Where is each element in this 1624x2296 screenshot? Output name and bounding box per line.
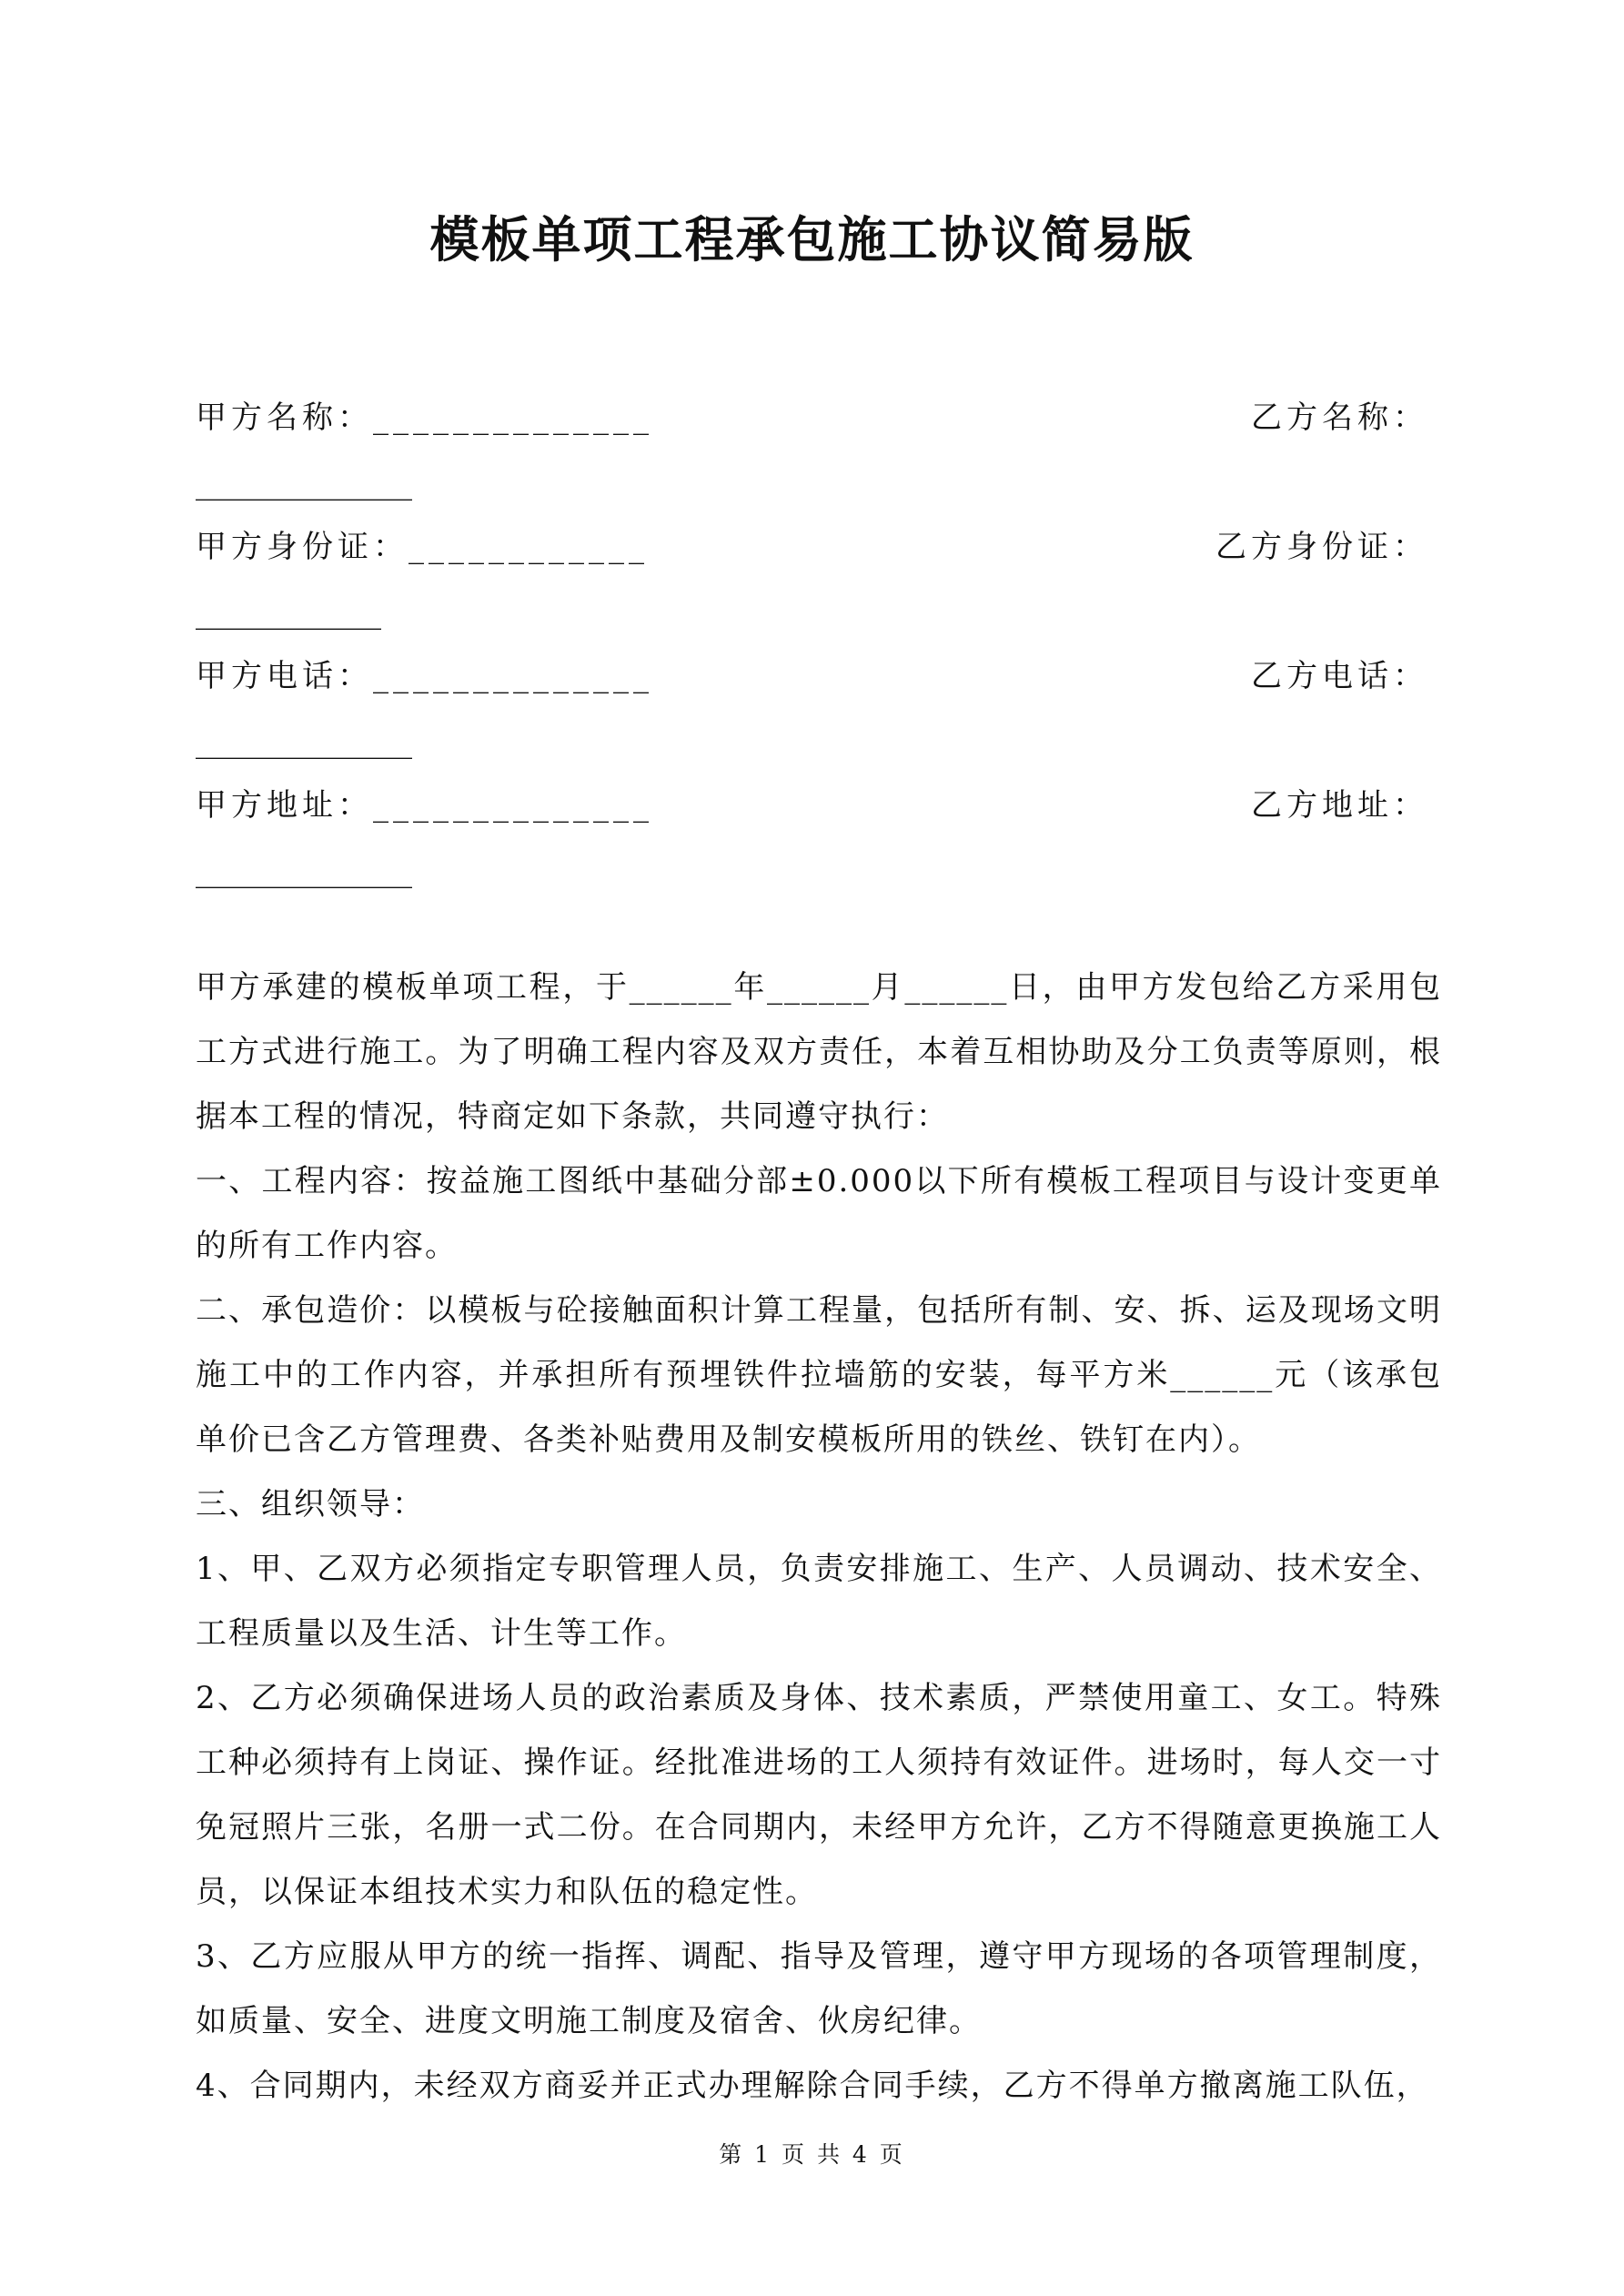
clause-1-scope: 一、工程内容：按益施工图纸中基础分部±0.000以下所有模板工程项目与设计变更单的所有工作内容。 (196, 1163, 1442, 1264)
intro-paragraph: 甲方承建的模板单项工程，于______年______月______日，由甲方发包给乙方采用包工方式进行施工。为了明确工程内容及双方责任，本着互相协助及分工负责等原则，根据本工程的情况，特商定如下条款，共同遵守执行： (196, 969, 1442, 1135)
party-a-address-label: 甲方地址：______________ (196, 787, 653, 824)
party-b-id-label: 乙方身份证： (1215, 529, 1428, 565)
party-a-name-label: 甲方名称：______________ (196, 400, 653, 436)
clause-3-heading: 三、组织领导： (196, 1486, 425, 1522)
party-a-phone-label: 甲方电话：______________ (196, 658, 653, 694)
party-row-address (196, 778, 1428, 833)
document-title: 模板单项工程承包施工协议简易版 (429, 210, 1195, 268)
clause-3-item-3: 3、乙方应服从甲方的统一指挥、调配、指导及管理，遵守甲方现场的各项管理制度，如质量、安全、进度文明施工制度及宿舍、伙房纪律。 (196, 1938, 1442, 2039)
party-row-id (196, 520, 1428, 574)
party-b-phone-label: 乙方电话： (1251, 658, 1428, 694)
contract-body (196, 956, 1442, 2119)
party-b-address-blank: ______________ (196, 853, 412, 889)
clause-2-price: 二、承包造价：以模板与砼接触面积计算工程量，包括所有制、安、拆、运及现场文明施工中的工作内容，并承担所有预埋铁件拉墙筋的安装，每平方米______元（该承包单价已含乙方管理费、各类补贴费用及制安模板所用的铁丝、铁钉在内）。 (196, 1292, 1442, 1458)
clause-3-item-1: 1、甲、乙双方必须指定专职管理人员，负责安排施工、生产、人员调动、技术安全、工程质量以及生活、计生等工作。 (196, 1551, 1442, 1652)
party-b-id-blank: ____________ (196, 594, 381, 631)
page-footer: 第 1 页 共 4 页 (719, 2141, 905, 2168)
clause-3-item-4: 4、合同期内，未经双方商妥并正式办理解除合同手续，乙方不得单方撤离施工队伍， (196, 2068, 1429, 2104)
party-b-address-label: 乙方地址： (1251, 787, 1428, 824)
party-a-id-label: 甲方身份证：____________ (196, 529, 649, 565)
party-b-phone-blank: ______________ (196, 723, 412, 760)
party-row-name (196, 390, 1428, 445)
party-row-phone (196, 649, 1428, 703)
clause-3-item-2: 2、乙方必须确保进场人员的政治素质及身体、技术素质，严禁使用童工、女工。特殊工种必须持有上岗证、操作证。经批准进场的工人须持有效证件。进场时，每人交一寸免冠照片三张，名册一式二份。在合同期内，未经甲方允许，乙方不得随意更换施工人员，以保证本组技术实力和队伍的稳定性。 (196, 1680, 1442, 1910)
party-b-name-blank: ______________ (196, 465, 412, 501)
party-b-name-label: 乙方名称： (1251, 400, 1428, 436)
